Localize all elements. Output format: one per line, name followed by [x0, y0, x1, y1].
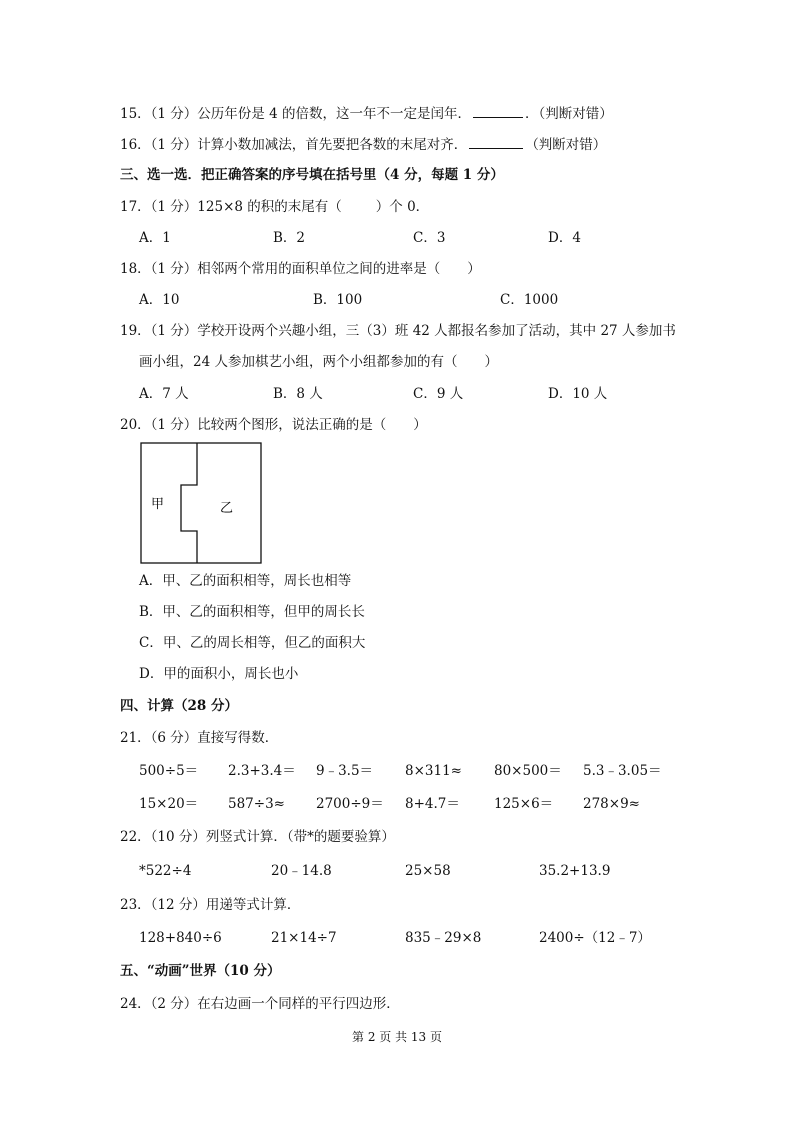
question-16-text: 16．（1 分）计算小数加减法，首先要把各数的末尾对齐． — [120, 137, 468, 153]
dividing-line — [181, 443, 197, 563]
calc-item: 80×500＝ — [494, 763, 562, 779]
option-b[interactable]: B．8 人 — [273, 386, 323, 402]
question-17-stem-a: 17．（1 分）125×8 的积的末尾有（ — [120, 199, 342, 215]
calc-item: 2.3+3.4＝ — [228, 763, 296, 779]
calc-item: 835﹣29×8 — [405, 930, 482, 946]
shape-label-jia: 甲 — [151, 497, 165, 512]
q21-row-1 — [0, 762, 794, 780]
option-c[interactable]: C．9 人 — [413, 386, 464, 402]
calc-item: 21×14÷7 — [271, 930, 337, 946]
option-c[interactable]: C．1000 — [500, 292, 559, 308]
q23-items — [0, 929, 794, 947]
question-23: 23．（12 分）用递等式计算． — [120, 897, 301, 913]
option-b[interactable]: B．2 — [273, 230, 306, 246]
option-d[interactable]: D．10 人 — [548, 386, 608, 402]
option-c[interactable]: C．甲、乙的周长相等，但乙的面积大 — [139, 635, 366, 651]
section-heading-5: 五、“动画”世界（10 分） — [120, 963, 281, 979]
question-18-options — [0, 291, 794, 309]
calc-item: 8×311≈ — [405, 763, 462, 779]
option-a[interactable]: A．10 — [139, 292, 180, 308]
option-a[interactable]: A．1 — [139, 230, 171, 246]
calc-item: 278×9≈ — [583, 796, 640, 812]
option-c[interactable]: C．3 — [413, 230, 446, 246]
calc-item: 25×58 — [405, 863, 451, 879]
question-17 — [120, 198, 429, 216]
option-b[interactable]: B．甲、乙的面积相等，但甲的周长长 — [139, 604, 365, 620]
question-19-options — [0, 385, 794, 403]
calc-item: 9﹣3.5＝ — [316, 763, 374, 779]
shape-comparison-figure — [140, 442, 262, 564]
question-22: 22．（10 分）列竖式计算．（带*的题要验算） — [120, 829, 395, 845]
option-a[interactable]: A．7 人 — [139, 386, 189, 402]
question-19-line-1: 19．（1 分）学校开设两个兴趣小组，三（3）班 42 人都报名参加了活动，其中 27 人参加书 — [120, 323, 676, 339]
question-24: 24．（2 分）在右边画一个同样的平行四边形． — [120, 996, 400, 1012]
calc-item: 500÷5＝ — [139, 763, 199, 779]
calc-item: 128+840÷6 — [139, 930, 222, 946]
question-17-options — [0, 229, 794, 247]
calc-item: 125×6＝ — [494, 796, 554, 812]
shape-label-yi: 乙 — [220, 501, 234, 516]
page-number-footer: 第 2 页 共 13 页 — [352, 1030, 442, 1044]
calc-item: 35.2+13.9 — [539, 863, 611, 879]
calc-item: 8+4.7＝ — [405, 796, 460, 812]
calc-item: 2700÷9＝ — [316, 796, 384, 812]
calc-item: 20﹣14.8 — [271, 863, 332, 879]
question-15-tail: ．（判断对错） — [524, 106, 613, 122]
answer-blank[interactable] — [469, 135, 523, 149]
question-17-stem-b: ）个 0． — [375, 199, 430, 215]
calc-item: *522÷4 — [139, 863, 192, 879]
question-15-text: 15．（1 分）公历年份是 4 的倍数，这一年不一定是闰年． — [120, 106, 471, 122]
question-19-line-2: 画小组，24 人参加棋艺小组，两个小组都参加的有（ ） — [139, 354, 498, 370]
question-16-tail: （判断对错） — [525, 137, 607, 153]
option-d[interactable]: D．4 — [548, 230, 581, 246]
calc-item: 587÷3≈ — [228, 796, 285, 812]
section-heading-3: 三、选一选．把正确答案的序号填在括号里（4 分，每题 1 分） — [120, 167, 504, 183]
question-20: 20．（1 分）比较两个图形，说法正确的是（ ） — [120, 417, 427, 433]
question-21: 21．（6 分）直接写得数． — [120, 730, 279, 746]
option-d[interactable]: D．甲的面积小，周长也小 — [139, 666, 299, 682]
question-16 — [120, 135, 606, 154]
question-15 — [120, 104, 613, 123]
calc-item: 2400÷（12﹣7） — [539, 930, 651, 946]
q22-items — [0, 862, 794, 880]
calc-item: 15×20＝ — [139, 796, 199, 812]
option-b[interactable]: B．100 — [313, 292, 363, 308]
calc-item: 5.3﹣3.05＝ — [583, 763, 662, 779]
question-18: 18．（1 分）相邻两个常用的面积单位之间的进率是（ ） — [120, 261, 481, 277]
section-heading-4: 四、计算（28 分） — [120, 698, 238, 714]
answer-blank[interactable] — [473, 104, 523, 118]
q21-row-2 — [0, 795, 794, 813]
option-a[interactable]: A．甲、乙的面积相等，周长也相等 — [139, 573, 352, 589]
